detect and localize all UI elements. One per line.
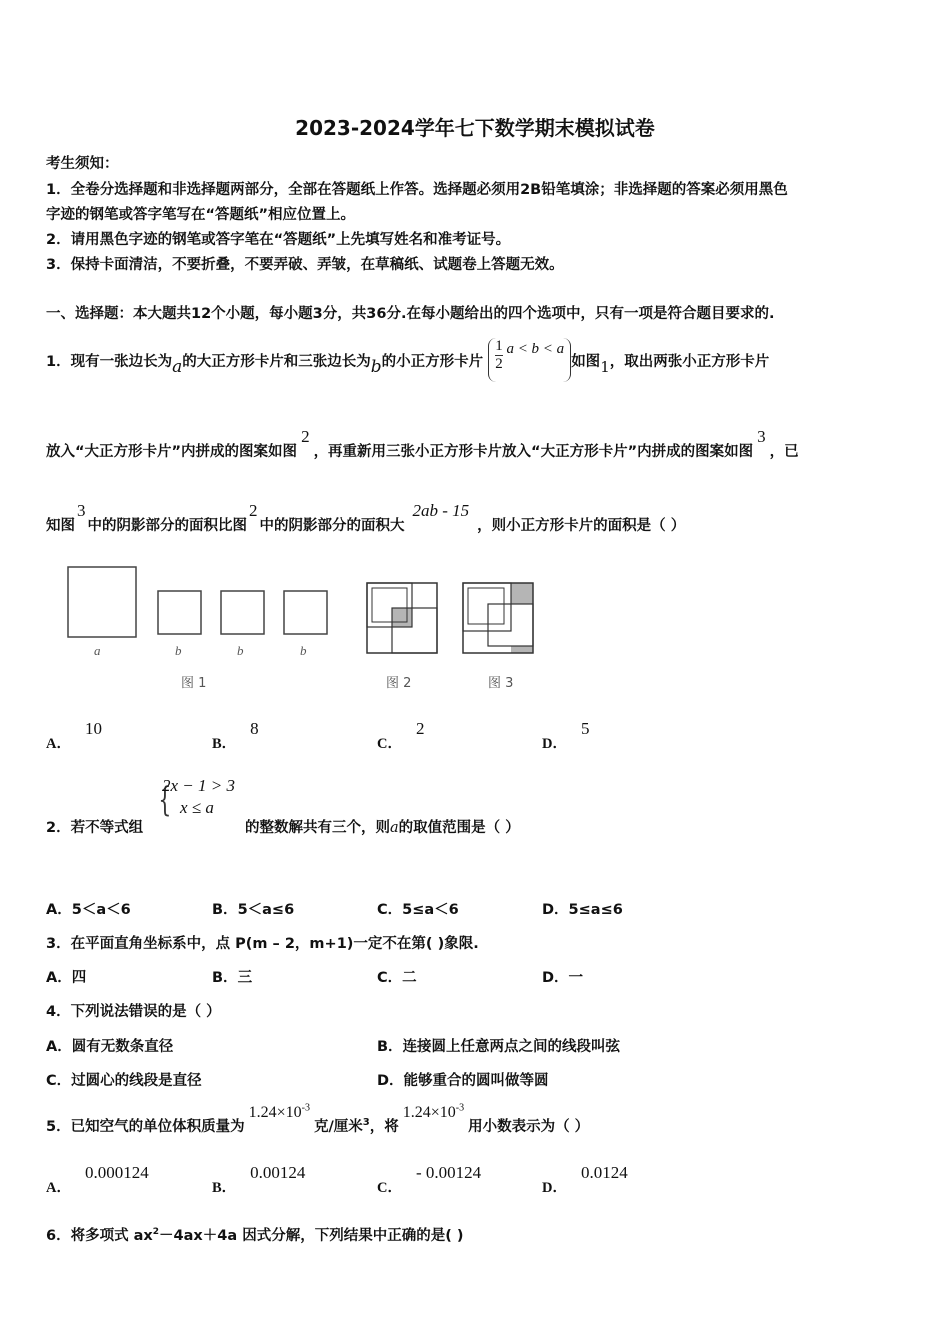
q2-prefix: 2．若不等式组 bbox=[46, 820, 144, 836]
q1-text-8: ，已 bbox=[769, 444, 799, 460]
q2-option-a[interactable] bbox=[46, 898, 131, 919]
fig2-caption: 图 2 bbox=[386, 676, 412, 691]
q6-text bbox=[46, 1224, 464, 1245]
q2-system-line-1: 2x − 1 > 3 bbox=[162, 776, 235, 795]
q3-option-a-letter: A． bbox=[46, 970, 72, 986]
q4-option-b[interactable] bbox=[377, 1035, 620, 1056]
fig1-small-square-3 bbox=[284, 591, 327, 634]
q1-option-b[interactable] bbox=[212, 719, 259, 753]
q3-option-d-letter: D． bbox=[542, 970, 569, 986]
q1-expression: 2ab - 15 bbox=[412, 501, 470, 520]
q2-suffix bbox=[245, 816, 520, 837]
q1-var-a: a bbox=[172, 357, 183, 377]
q1-text-7: ，再重新用三张小正方形卡片放入“大正方形卡片”内拼成的图案如图 bbox=[313, 444, 754, 460]
q1-option-c-letter: C． bbox=[377, 736, 402, 752]
q2-var-a: a bbox=[390, 820, 399, 836]
q6-text-2: －4ax＋4a 因式分解，下列结果中正确的是( ) bbox=[159, 1228, 464, 1244]
q5-text-2: 克/厘米 bbox=[313, 1119, 363, 1135]
fig1-caption: 图 1 bbox=[181, 676, 207, 691]
q5-unit-exp: 3 bbox=[362, 1117, 370, 1129]
fig1-label-b2: b bbox=[237, 643, 244, 658]
q5-text-4: 用小数表示为（ ） bbox=[468, 1119, 590, 1135]
fig2-shaded bbox=[392, 608, 412, 627]
q4-option-a[interactable] bbox=[46, 1035, 173, 1056]
q1-option-c[interactable] bbox=[377, 719, 425, 753]
q4-option-d[interactable] bbox=[377, 1069, 549, 1090]
q4-option-d-value: 能够重合的圆叫做等圆 bbox=[403, 1073, 549, 1089]
q2-brace: { bbox=[158, 780, 172, 820]
q3-option-b-letter: B． bbox=[212, 970, 238, 986]
q1-text-3: 的小正方形卡片 bbox=[381, 354, 484, 370]
q6-text-1: 6．将多项式 ax bbox=[46, 1228, 153, 1244]
q2-system-line-2: x ≤ a bbox=[180, 798, 214, 817]
q5-number-2-base: 1.24×10 bbox=[402, 1104, 456, 1121]
q5-option-d-value: 0.0124 bbox=[580, 1163, 628, 1182]
fig1-small-square-2 bbox=[221, 591, 264, 634]
q2-system bbox=[162, 775, 235, 819]
q5-option-c-value: - 0.00124 bbox=[415, 1163, 482, 1182]
q2-option-d-letter: D． bbox=[542, 902, 569, 918]
q1-fig-ref-2b: 2 bbox=[249, 501, 258, 520]
q2-option-c-letter: C． bbox=[377, 902, 403, 918]
q1-option-b-letter: B． bbox=[212, 736, 237, 752]
q3-option-c-value: 二 bbox=[402, 970, 417, 986]
q5-number-2-exp: -3 bbox=[455, 1102, 465, 1114]
q4-option-b-value: 连接圆上任意两点之间的线段叫弦 bbox=[402, 1039, 621, 1055]
fig3 bbox=[463, 583, 533, 653]
q5-option-a[interactable] bbox=[46, 1163, 149, 1197]
q2-option-b[interactable] bbox=[212, 898, 294, 919]
fig1-large-square bbox=[68, 567, 136, 637]
q2-option-a-value: 5＜a＜6 bbox=[71, 902, 131, 918]
q5-option-a-value: 0.000124 bbox=[84, 1163, 149, 1182]
q1-frac-num: 1 bbox=[495, 338, 503, 354]
section-heading: 一、选择题：本大题共12个小题，每小题3分，共36分.在每小题给出的四个选项中，只有一项是符合题目要求的. bbox=[46, 306, 775, 322]
q3-option-a[interactable] bbox=[46, 966, 86, 987]
q2-suffix-a: 的整数解共有三个，则 bbox=[245, 820, 390, 836]
q5-option-b-value: 0.00124 bbox=[250, 1163, 306, 1182]
q2-option-a-letter: A． bbox=[46, 902, 72, 918]
q5-text-1: 5．已知空气的单位体积质量为 bbox=[46, 1119, 245, 1135]
q1-fig-ref-3b: 3 bbox=[77, 501, 86, 520]
notice-item-1b: 字迹的钢笔或答字笔写在“答题纸”相应位置上。 bbox=[46, 207, 356, 223]
q1-option-d-value: 5 bbox=[580, 719, 590, 738]
q1-var-b: b bbox=[370, 357, 382, 377]
q2-suffix-b: 的取值范围是（ ） bbox=[398, 820, 520, 836]
q1-cond: a < b < a bbox=[506, 340, 565, 357]
notice-heading: 考生须知： bbox=[46, 156, 119, 172]
fig1-label-a: a bbox=[94, 643, 101, 658]
q5-number-2 bbox=[399, 1104, 468, 1121]
q1-fig-ref-1: 1 bbox=[600, 358, 610, 376]
fig1-label-b3: b bbox=[300, 643, 307, 658]
q1-text-1: 1．现有一张边长为 bbox=[46, 354, 173, 370]
q5-option-b-letter: B． bbox=[212, 1180, 237, 1196]
q2-option-d[interactable] bbox=[542, 898, 623, 919]
notice-item-2: 2．请用黑色字迹的钢笔或答字笔在“答题纸”上先填写姓名和准考证号。 bbox=[46, 232, 511, 248]
q4-option-b-letter: B． bbox=[377, 1039, 403, 1055]
q1-text-11: 中的阴影部分的面积大 bbox=[259, 518, 405, 534]
q4-option-c-letter: C． bbox=[46, 1073, 72, 1089]
q3-option-d-value: 一 bbox=[568, 970, 584, 986]
q3-option-c-letter: C． bbox=[377, 970, 403, 986]
q5-option-c[interactable] bbox=[377, 1163, 482, 1197]
q1-text-5: ，取出两张小正方形卡片 bbox=[609, 354, 770, 370]
fig2 bbox=[367, 583, 437, 653]
q3-option-b[interactable] bbox=[212, 966, 252, 987]
q1-text-9: 知图 bbox=[46, 518, 75, 534]
q3-option-b-value: 三 bbox=[237, 970, 253, 986]
q4-option-a-value: 圆有无数条直径 bbox=[71, 1039, 174, 1055]
fig1-small-square-1 bbox=[158, 591, 201, 634]
fig3-shaded-bottom bbox=[511, 646, 533, 653]
q6-exp: 2 bbox=[152, 1227, 160, 1238]
q1-option-c-value: 2 bbox=[415, 719, 425, 738]
q3-option-d[interactable] bbox=[542, 966, 583, 987]
q5-text-3: ，将 bbox=[369, 1119, 399, 1135]
q1-option-b-value: 8 bbox=[250, 719, 259, 738]
q2-option-c[interactable] bbox=[377, 898, 459, 919]
q1-option-a[interactable] bbox=[46, 719, 102, 753]
q3-option-a-value: 四 bbox=[71, 970, 87, 986]
q3-option-c[interactable] bbox=[377, 966, 417, 987]
q4-option-c[interactable] bbox=[46, 1069, 202, 1090]
q2-option-d-value: 5≤a≤6 bbox=[568, 902, 623, 918]
notice-item-1a: 1．全卷分选择题和非选择题两部分，全部在答题纸上作答。选择题必须用2B铅笔填涂；非选择题的答案必须用黑色 bbox=[46, 182, 788, 198]
q1-text-10: 中的阴影部分的面积比图 bbox=[87, 518, 247, 534]
q2-option-b-letter: B． bbox=[212, 902, 238, 918]
q1-option-d-letter: D． bbox=[542, 736, 567, 752]
q1-text-4: 如图 bbox=[571, 354, 601, 370]
q5-option-a-letter: A． bbox=[46, 1180, 71, 1196]
q5-number-1-base: 1.24×10 bbox=[248, 1104, 302, 1121]
q1-option-a-letter: A． bbox=[46, 736, 71, 752]
q1-text-12: ，则小正方形卡片的面积是（ ） bbox=[477, 518, 686, 534]
q1-fig-ref-3: 3 bbox=[757, 427, 766, 446]
q5-option-d[interactable] bbox=[542, 1163, 628, 1197]
q1-text-6: 放入“大正方形卡片”内拼成的图案如图 bbox=[46, 444, 298, 460]
q1-option-d[interactable] bbox=[542, 719, 590, 753]
q1-text-2: 的大正方形卡片和三张边长为 bbox=[182, 354, 371, 370]
q1-frac-den: 2 bbox=[495, 356, 503, 372]
q4-option-a-letter: A． bbox=[46, 1039, 72, 1055]
fig1-label-b1: b bbox=[175, 643, 182, 658]
q5-option-d-letter: D． bbox=[542, 1180, 567, 1196]
notice-item-3: 3．保持卡面清洁，不要折叠，不要弄破、弄皱，在草稿纸、试题卷上答题无效。 bbox=[46, 257, 564, 273]
q5-option-c-letter: C． bbox=[377, 1180, 402, 1196]
q5-number-1-exp: -3 bbox=[301, 1102, 310, 1114]
q3-text: 3．在平面直角坐标系中，点 P(m – 2，m+1)一定不在第( )象限. bbox=[46, 936, 479, 952]
q4-text: 4．下列说法错误的是（ ） bbox=[46, 1004, 221, 1020]
fig3-shaded-top bbox=[511, 583, 533, 604]
q2-option-b-value: 5＜a≤6 bbox=[237, 902, 295, 918]
q5-option-b[interactable] bbox=[212, 1163, 306, 1197]
q2-option-c-value: 5≤a＜6 bbox=[402, 902, 459, 918]
q1-option-a-value: 10 bbox=[84, 719, 102, 738]
q4-option-c-value: 过圆心的线段是直径 bbox=[71, 1073, 202, 1089]
q1-fig-ref-2: 2 bbox=[301, 427, 310, 446]
page-title: 2023-2024学年七下数学期末模拟试卷 bbox=[295, 116, 655, 140]
q5-number-1 bbox=[245, 1104, 314, 1121]
fig3-caption: 图 3 bbox=[488, 676, 514, 691]
q4-option-d-letter: D． bbox=[377, 1073, 404, 1089]
